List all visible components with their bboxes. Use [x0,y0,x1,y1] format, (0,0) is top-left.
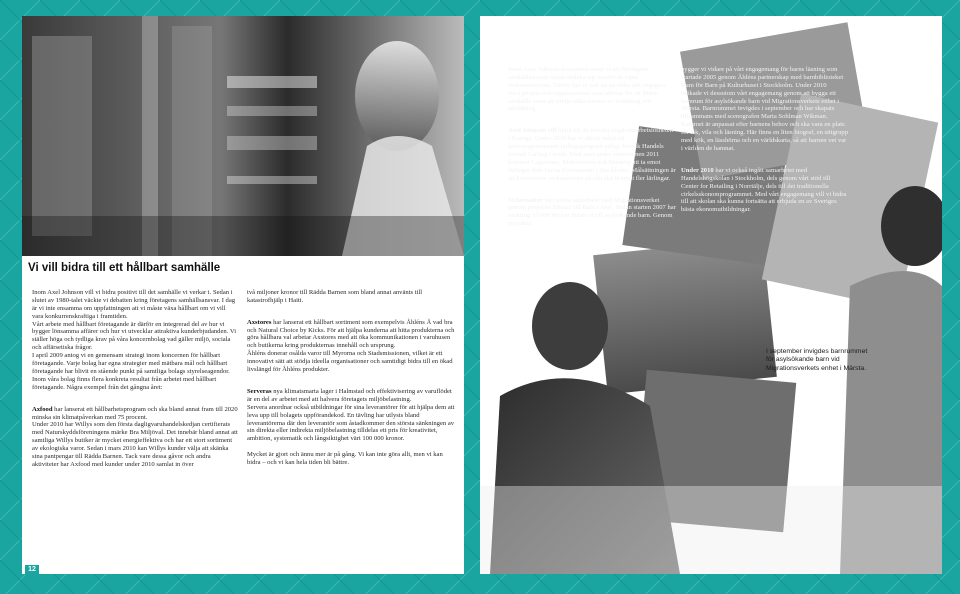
photo-city-lights [22,16,464,256]
right-page-heading: Vårt samhällsengagemang [508,38,654,50]
left-column-2-cont: två miljoner kronor till Rädda Barnen som bland annat använts till katastrofhjälp i Haiti. [247,288,423,304]
left-page-heading: Vi vill bidra till ett hållbart samhälle [28,262,221,274]
left-axstores-text: har lanserat ett hållbart sortiment som exempelvis Åhléns Å vad bra och Natural Choice by Kicks. För att hjälpa kunderna att hitta produkterna och göra hållbara val arbetar Axstores med att öka kommunikationen i varuhusen och butikerna kring produkternas innehåll och ursprung. Åhléns donerar osålda varor till Myrorna och Stadsmissionen, vilket är ett innovativt sätt att stödja ideella organisationer och samtidigt bidra till en ökad livslängd för Åhléns produkter. [247,318,455,374]
left-axfood-lead: Axfood [32,405,53,413]
right-books-text: vårt unika samarbete med Migrationsverket genom projektet Böcker till Barn i Asyl. Sedan starten 2007 har omkring 10 000 böcker delats ut till asylsökande barn. Genom projektet [508,196,676,228]
right-column-1-intro: Inom Axel Johnson-koncernen anser vi att företagens samhällsansvar måste sträcka sig utanför de egna verksamheterna. Därför har vi valt att på olika sätt engagera oss i projekt och organisationer som arbetar för ett bättre samhälle samt att stödja olika former av forskning och utbildning. [508,65,667,113]
right-apprentice-lead: Axel Johnson vill [508,127,557,135]
photo-caption: I september invigdes barnrummet för asylsökande barn vid Migrationsverkets enhet i Märsta. [766,348,868,372]
right-column-1 [508,58,676,228]
left-column-1 [32,281,238,469]
right-books-lead: Vi fortsätter [508,196,543,204]
right-column-2-cont: bygger vi vidare på vårt engagemang för barns läsning som startade 2005 genom Åhléns partnerskap med barnbiblioteket Rum för Barn på Kulturhuset i Stockholm. Under 2010 utökade vi dessutom vårt engagemang genom att bygga ett barnrum för asylsökande barn vid Migrationsverkets enhet i Märsta. Barnrummet invigdes i september och har skapats tillsammans med scenografen Marta Sohlman Wikman. Rummet är anpassat efter barnens behov och ska vara en plats för lek, vila och läsning. Här finns en liten biograf, en sittgrupp med kök, en lässhörna och en världskarta, så att barnen vet var i världen de hamnat. [681,65,849,152]
photo-city-lights-art [22,16,464,256]
left-axfood-text: har lanserat ett hållbarhetsprogram och ska bland annat fram till 2020 minska sin klimatpåverkan med 75 procent. Under 2010 har Willys som den första dagligvaruhandelskedjan certifierats med Naturskyddsföreningens märke Bra Miljöval. Det innebär bland annat att samtliga Willys butiker är mycket energieffektiva och har ett stort sortiment av ekologiska varor. Sedan i mars 2010 kan Willys kunder välja att skänka sina pantpengar till Rädda Barnen. Tack vare dessa gåvor och andra aktiviteter har Axfood med kunder under 2010 samlat in över [32,405,238,468]
page-number: 12 [25,565,39,575]
right-business-school-text: har vi också ingått samarbetet med Handelshögskolan i Stockholm, dels genom vårt stöd till Center for Retailing i Norrtälje, dels till det traditionella cirkelsskonomprogrammet. Med vårt engagemang vill vi bidra till att skolan ska kunna fortsätta att erbjuda en av Sveriges bästa ekonomutbildningar. [681,166,847,214]
left-column-1-intro: Inom Axel Johnson vill vi bidra positivt till det samhälle vi verkar i. Sedan i slutet av 1980-talet väckte vi debatten kring företagens samhällsansvar. I dag är vi inte ensamma om uppfattningen att vi måste växa hållbart om vi vill vara konkurrenskraftiga i framtiden. Vårt arbete med hållbart företagande är därför en integrerad del av hur vi bygger lönsamma affärer och hur vi utvecklar attraktiva kunderbjudanden. Vi ställer höga och tydliga krav på våra koncernbolag vad gäller miljö, sociala och affärsetiska frågor. I april 2009 antog vi en gemensam strategi inom koncernen för hållbart företagande. Varje bolag har egna strategier med mätbara mål och hållbart företagande har blivit en stående punkt på samtliga bolags styrelseagendor. Inom våra bolag finns flera konkreta resultat från arbetet med hållbart företagande. Några exempel från det gångna året: [32,288,237,391]
right-column-2 [681,58,849,214]
left-servera-lead: Serveras [247,387,272,395]
right-business-school-lead: Under 2010 [681,166,714,174]
left-column-2 [247,281,455,467]
left-servera-text: nya klimatsmarta lager i Halmstad och effektivisering av varuflödet är en del av arbetet med att halvera företagets miljöbelastning. Servera anordnar också utbildningar för sina leverantörer för att hjälpa dem att leva upp till bolagets uppförandekod. En tävling har utlysts bland leverantörerna där den leverantör som åstadkommer den största sänkningen av sin direkta eller indirekta miljöbelastning tilldelas ett pris för kreativitet, ambition, systematik och långsiktighet värt 100 000 kronor. Mycket är gjort och ännu mer är på gång. Vi kan inte göra allt, men vi kan bidra – och vi kan hela tiden bli bättre. [247,387,455,467]
left-axstores-lead: Axstores [247,318,272,326]
right-apprentice-text: bidra till att minska ungdomsarbetslösheten i Sverige. Under 2010 har vi därför inlett ett koncerngemensamt lärlingsprogram enligt Svensk Handels modell Lärling i butik. Med start under vårterminen 2011 kommer Lagerhaus, Mekonomen och Bemköp att ta emot lärlingar från Farsta Gymnasium i Stockholm. Målsättningen är att koncernens verksamheter på sikt ska ta emot fler lärlingar. [508,127,676,182]
